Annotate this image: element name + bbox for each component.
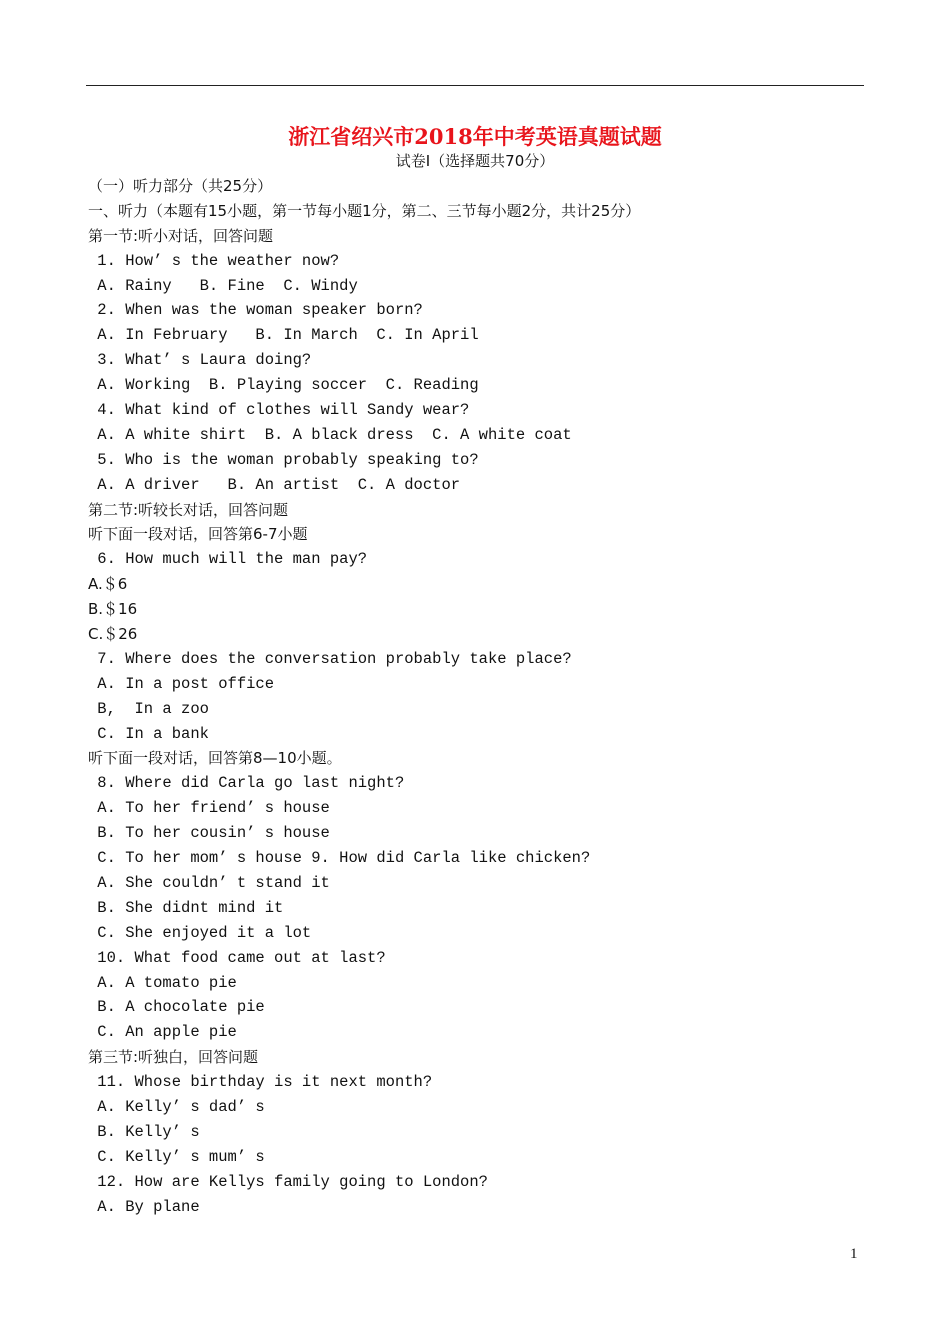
page-number: 1: [850, 1246, 858, 1262]
text-line: 听下面一段对话，回答第8—10小题。: [88, 749, 342, 768]
document-title: 浙江省绍兴市2018年中考英语真题试题: [288, 124, 662, 149]
text-line: A. Rainy B. Fine C. Windy: [88, 276, 358, 295]
text-line: 6. How much will the man pay?: [88, 550, 368, 569]
text-line: B. A chocolate pie: [88, 998, 265, 1017]
text-line: C. An apple pie: [88, 1023, 237, 1042]
text-line: B. She didnt mind it: [88, 898, 284, 917]
text-line: C.＄26: [88, 625, 138, 644]
text-line: 4. What kind of clothes will Sandy wear?: [88, 401, 470, 420]
text-line: C. Kelly’ s mum’ s: [88, 1147, 265, 1166]
text-line: A. A tomato pie: [88, 973, 237, 992]
text-line: A. Working B. Playing soccer C. Reading: [88, 376, 479, 395]
text-line: 听下面一段对话，回答第6-7小题: [88, 525, 308, 544]
text-line: C. In a bank: [88, 724, 209, 743]
text-line: B. Kelly’ s: [88, 1122, 200, 1141]
text-line: 11. Whose birthday is it next month?: [88, 1073, 433, 1092]
text-line: A. She couldn’ t stand it: [88, 873, 330, 892]
text-line: C. She enjoyed it a lot: [88, 923, 312, 942]
text-line: A. Kelly’ s dad’ s: [88, 1097, 265, 1116]
text-line: 8. Where did Carla go last night?: [88, 774, 405, 793]
text-line: 一、听力（本题有15小题，第一节每小题1分，第二、三节每小题2分，共计25分）: [88, 201, 641, 220]
text-line: A. A driver B. An artist C. A doctor: [88, 475, 461, 494]
text-line: 第二节:听较长对话，回答问题: [88, 500, 289, 519]
text-line: 10. What food came out at last?: [88, 948, 386, 967]
document-body: [88, 174, 878, 1219]
text-line: 第一节:听小对话，回答问题: [88, 226, 274, 245]
text-line: 1. How’ s the weather now?: [88, 251, 340, 270]
text-line: （一）听力部分（共25分）: [88, 177, 273, 195]
document-subtitle: 试卷Ⅰ（选择题共70分）: [395, 152, 555, 170]
text-line: A.＄6: [88, 575, 128, 594]
text-line: B, In a zoo: [88, 699, 209, 718]
text-line: A. To her friend’ s house: [88, 799, 330, 818]
text-line: 7. Where does the conversation probably take place?: [88, 649, 572, 668]
text-line: 3. What’ s Laura doing?: [88, 351, 312, 370]
text-line: B. To her cousin’ s house: [88, 824, 330, 843]
text-line: A. By plane: [88, 1197, 200, 1216]
text-line: B.＄16: [88, 600, 138, 619]
text-line: A. In a post office: [88, 674, 275, 693]
text-line: 12. How are Kellys family going to London?: [88, 1172, 488, 1191]
text-line: A. In February B. In March C. In April: [88, 326, 479, 345]
text-line: C. To her mom’ s house 9. How did Carla like chicken?: [88, 849, 591, 868]
header-rule: [86, 85, 864, 86]
text-line: 5. Who is the woman probably speaking to?: [88, 450, 479, 469]
text-line: 第三节:听独白，回答问题: [88, 1048, 259, 1067]
text-line: 2. When was the woman speaker born?: [88, 301, 423, 320]
text-line: A. A white shirt B. A black dress C. A white coat: [88, 425, 572, 444]
